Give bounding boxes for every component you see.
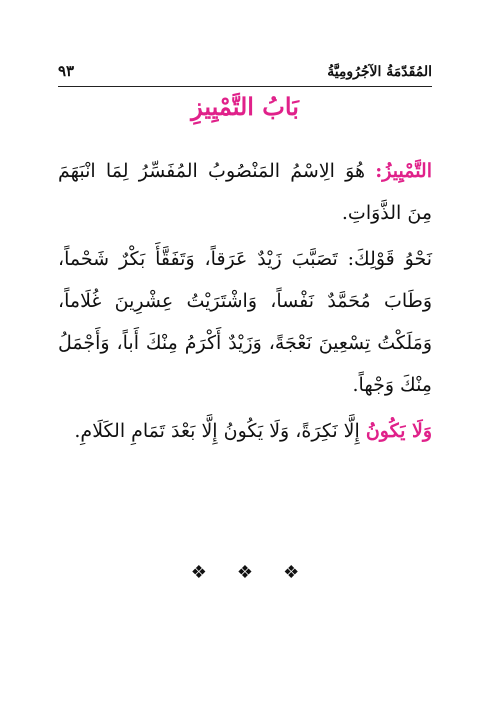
examples-text: نَحْوُ قَوْلِكَ: تَصَبَّبَ زَيْدٌ عَرَقاً، وَتَفَقَّأَ بَكْرٌ شَحْماً، وَطَابَ مُحَمَّدٌ نَفْساً، وَاشْتَرَيْتُ عِشْرِينَ غُلَاماً، وَمَلَكْتُ تِسْعِينَ نَعْجَةً، وَزَيْدٌ أَكْرَمُ مِنْكَ أَباً، وَأَجْمَلُ مِنْكَ وَجْهاً. — [58, 248, 432, 396]
body-text — [58, 150, 432, 456]
definition-paragraph — [58, 150, 432, 234]
running-head — [58, 52, 432, 87]
ornament-diamond-icon: ❖ — [283, 562, 300, 583]
condition-term: وَلَا يَكُونُ — [365, 420, 432, 442]
ornament-diamond-icon: ❖ — [190, 562, 207, 583]
condition-paragraph — [58, 410, 432, 452]
running-title: المُقَدّمَةُ الآجُرُومِيَّةُ — [327, 64, 432, 80]
chapter-title: بَابُ التَّمْيِيزِ — [191, 92, 299, 121]
page-number: ٩٣ — [58, 62, 75, 80]
ornament-diamond-icon: ❖ — [236, 562, 254, 583]
examples-paragraph — [58, 238, 432, 406]
section-ornament — [0, 562, 490, 583]
defined-term: التَّمْيِيزُ: — [375, 160, 432, 182]
condition-text: إِلَّا نَكِرَةً، وَلَا يَكُونُ إِلَّا بَعْدَ تَمَامِ الكَلَامِ. — [74, 420, 360, 442]
definition-text: هُوَ الِاسْمُ المَنْصُوبُ المُفَسِّرُ لِمَا انْبَهَمَ مِنَ الذَّوَاتِ. — [58, 160, 432, 224]
